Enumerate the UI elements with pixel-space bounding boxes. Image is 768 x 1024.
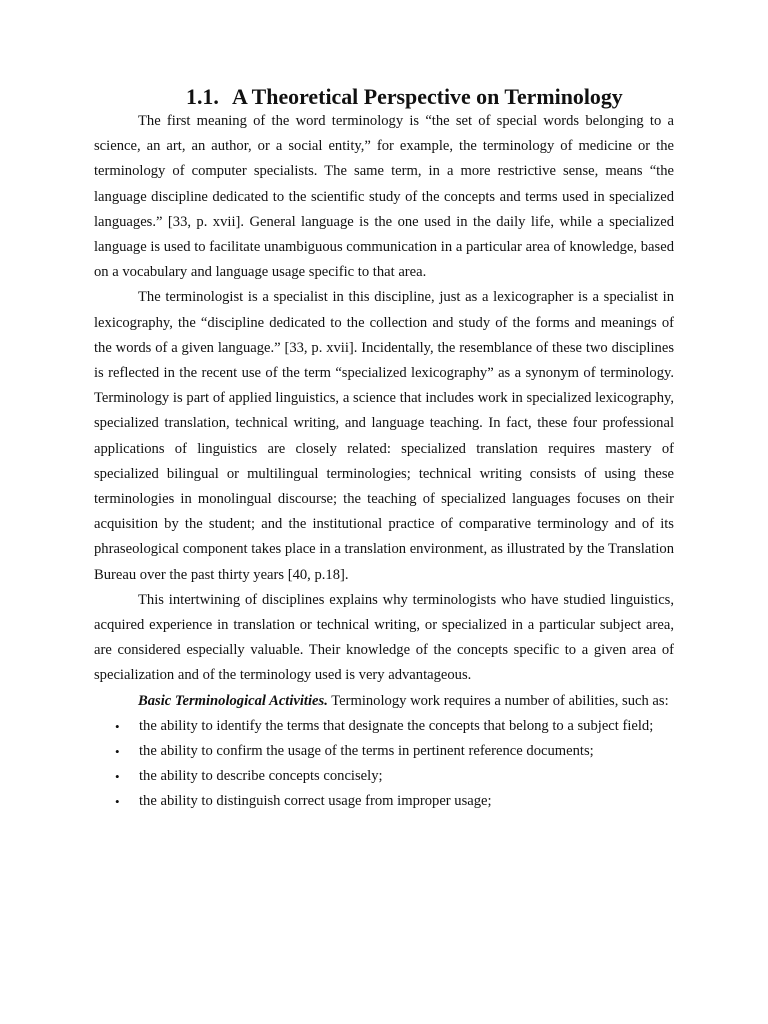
- abilities-list: [94, 714, 674, 815]
- list-item: [94, 739, 674, 764]
- bullet-icon: •: [115, 718, 120, 734]
- section-title: A Theoretical Perspective on Terminology: [232, 84, 623, 109]
- list-item-text: the ability to confirm the usage of the terms in pertinent reference documents;: [139, 743, 594, 760]
- paragraph-definition: The first meaning of the word terminology is “the set of special words belonging to a science, an art, an author, or a social entity,” for example, the terminology of medicine or the terminology of computer specialists. The same term, in a more restrictive sense, means “the language discipline dedicated to the scientific study of the concepts and terms used in specialized languages.” [33, p. xvii]. General language is the one used in the daily life, while a specialized language is used to facilitate unambiguous communication in a particular area of knowledge, based on a vocabulary and language usage specific to that area.: [94, 113, 674, 281]
- list-item: [94, 714, 674, 739]
- list-item: [94, 789, 674, 814]
- paragraph-activities: [94, 689, 674, 714]
- section-heading: [94, 86, 674, 108]
- paragraph-terminologist: The terminologist is a specialist in this discipline, just as a lexicographer is a specialist in lexicography, the “discipline dedicated to the collection and study of the forms and meanings of the words of a given language.” [33, p. xvii]. Incidentally, the resemblance of these two disciplines is reflected in the recent use of the term “specialized lexicography” as a synonym of terminology. Terminology is part of applied linguistics, a science that includes work in specialized lexicography, specialized translation, technical writing, and language teaching. In fact, these four professional applications of linguistics are closely related: specialized translation requires mastery of specialized bilingual or multilingual terminologies; technical writing consists of using these terminologies in monolingual discourse; the teaching of specialized languages focuses on their acquisition by the student; and the institutional practice of comparative terminology and of its phraseological component takes place in a translation environment, as illustrated by the Translation Bureau over the past thirty years [40, p.18].: [94, 289, 674, 583]
- activities-lead: Basic Terminological Activities.: [138, 692, 328, 709]
- list-item: [94, 764, 674, 789]
- section-number: 1.1.: [186, 84, 219, 109]
- bullet-icon: •: [115, 794, 120, 810]
- list-item-text: the ability to distinguish correct usage from improper usage;: [139, 793, 492, 810]
- list-item-text: the ability to identify the terms that designate the concepts that belong to a subject field;: [139, 717, 654, 734]
- list-item-text: the ability to describe concepts concisely;: [139, 768, 383, 785]
- activities-text: Terminology work requires a number of abilities, such as:: [327, 692, 669, 709]
- bullet-icon: •: [115, 769, 120, 785]
- paragraph-intertwining: This intertwining of disciplines explains why terminologists who have studied linguistics, acquired experience in translation or technical writing, or specialized in a particular subject area, are considered especially valuable. Their knowledge of the concepts specific to a given area of specialization and of the terminology used is very advantageous.: [94, 591, 674, 684]
- bullet-icon: •: [115, 744, 120, 760]
